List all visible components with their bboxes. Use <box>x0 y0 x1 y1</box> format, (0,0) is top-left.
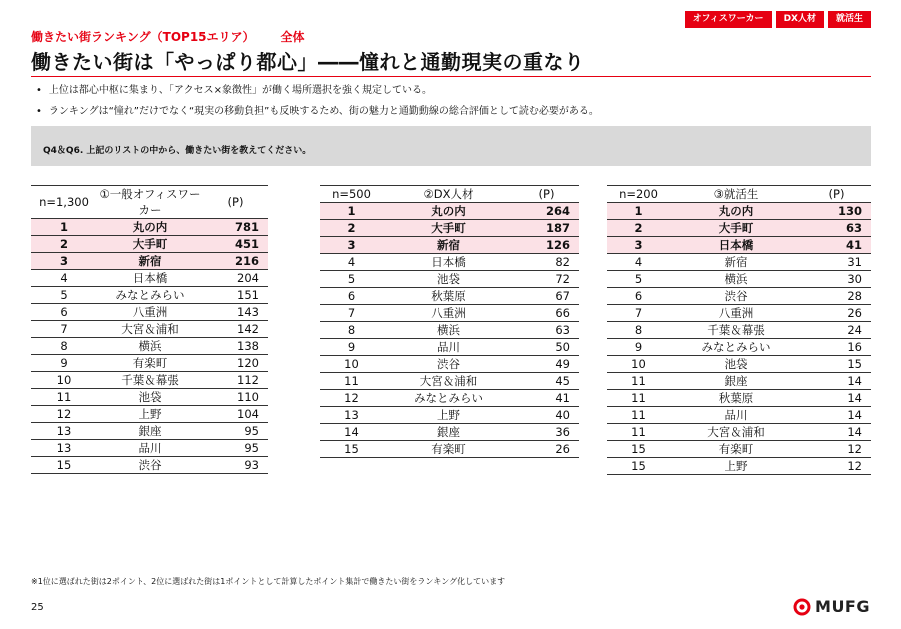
segment-header: ②DX人材 <box>383 186 514 203</box>
table-row <box>607 322 871 339</box>
town-cell: 大手町 <box>383 220 514 237</box>
table-row <box>31 338 268 355</box>
table-row <box>320 271 579 288</box>
rank-cell: 13 <box>31 440 97 457</box>
n-label: n=500 <box>320 186 383 203</box>
segment-header: ①一般オフィスワーカー <box>97 186 203 219</box>
points-cell: 41 <box>802 237 871 254</box>
table-row <box>31 389 268 406</box>
points-cell: 120 <box>203 355 268 372</box>
table-row <box>31 270 268 287</box>
town-cell: 八重洲 <box>97 304 203 321</box>
points-cell: 63 <box>802 220 871 237</box>
rank-cell: 1 <box>320 203 383 220</box>
town-cell: みなとみらい <box>97 287 203 304</box>
points-cell: 26 <box>802 305 871 322</box>
table-row <box>607 407 871 424</box>
rank-cell: 13 <box>320 407 383 424</box>
points-cell: 72 <box>514 271 579 288</box>
town-cell: 丸の内 <box>97 219 203 236</box>
table-row <box>320 339 579 356</box>
tag-office-worker: オフィスワーカー <box>685 11 772 28</box>
town-cell: 千葉＆幕張 <box>670 322 802 339</box>
rank-cell: 5 <box>31 287 97 304</box>
rank-cell: 10 <box>31 372 97 389</box>
tag-job-seeker: 就活生 <box>828 11 871 28</box>
table-row <box>320 203 579 220</box>
town-cell: 千葉＆幕張 <box>97 372 203 389</box>
segment-header: ③就活生 <box>670 186 802 203</box>
table-row <box>607 288 871 305</box>
mufg-logo-text: MUFG <box>815 597 870 616</box>
rank-cell: 2 <box>31 236 97 253</box>
table-row <box>607 237 871 254</box>
town-cell: 大手町 <box>670 220 802 237</box>
town-cell: 丸の内 <box>383 203 514 220</box>
unit-header: (P) <box>802 186 871 203</box>
table-row <box>320 424 579 441</box>
town-cell: 有楽町 <box>670 441 802 458</box>
table-row <box>31 253 268 270</box>
town-cell: 大宮＆浦和 <box>670 424 802 441</box>
points-cell: 187 <box>514 220 579 237</box>
town-cell: 新宿 <box>670 254 802 271</box>
town-cell: 品川 <box>383 339 514 356</box>
town-cell: 品川 <box>97 440 203 457</box>
points-cell: 264 <box>514 203 579 220</box>
town-cell: 有楽町 <box>383 441 514 458</box>
town-cell: みなとみらい <box>383 390 514 407</box>
rank-cell: 8 <box>320 322 383 339</box>
rank-cell: 9 <box>31 355 97 372</box>
rank-cell: 12 <box>320 390 383 407</box>
town-cell: 秋葉原 <box>670 390 802 407</box>
table-row <box>31 236 268 253</box>
points-cell: 110 <box>203 389 268 406</box>
rank-cell: 7 <box>320 305 383 322</box>
town-cell: 上野 <box>97 406 203 423</box>
question-box <box>31 126 871 166</box>
rank-cell: 15 <box>607 441 670 458</box>
table-row <box>607 339 871 356</box>
rank-cell: 6 <box>607 288 670 305</box>
ranking-table-job-seeker <box>607 185 871 475</box>
points-cell: 82 <box>514 254 579 271</box>
table-row <box>31 423 268 440</box>
page-title: 働きたい街は「やっぱり都心」――憧れと通勤現実の重なり <box>31 50 585 74</box>
segment-tags <box>685 11 871 28</box>
title-divider <box>31 76 871 77</box>
mufg-logo-icon <box>793 598 811 616</box>
rank-cell: 3 <box>31 253 97 270</box>
points-cell: 95 <box>203 440 268 457</box>
rank-cell: 10 <box>320 356 383 373</box>
summary-bullets <box>36 84 599 126</box>
rank-cell: 4 <box>31 270 97 287</box>
points-cell: 24 <box>802 322 871 339</box>
points-cell: 12 <box>802 458 871 475</box>
rank-cell: 4 <box>607 254 670 271</box>
mufg-logo <box>793 597 870 616</box>
town-cell: 大宮＆浦和 <box>97 321 203 338</box>
table-row <box>320 356 579 373</box>
town-cell: 八重洲 <box>383 305 514 322</box>
scope-label: 全体 <box>280 30 305 44</box>
town-cell: 大手町 <box>97 236 203 253</box>
table-row <box>320 441 579 458</box>
rank-cell: 11 <box>607 424 670 441</box>
points-cell: 40 <box>514 407 579 424</box>
town-cell: 池袋 <box>383 271 514 288</box>
points-cell: 63 <box>514 322 579 339</box>
rank-cell: 10 <box>607 356 670 373</box>
town-cell: 池袋 <box>670 356 802 373</box>
points-cell: 16 <box>802 339 871 356</box>
town-cell: 銀座 <box>383 424 514 441</box>
rank-cell: 11 <box>31 389 97 406</box>
points-cell: 30 <box>802 271 871 288</box>
table-row <box>31 457 268 474</box>
points-cell: 14 <box>802 407 871 424</box>
rank-cell: 7 <box>31 321 97 338</box>
points-cell: 50 <box>514 339 579 356</box>
rank-cell: 6 <box>31 304 97 321</box>
table-row <box>607 220 871 237</box>
points-cell: 31 <box>802 254 871 271</box>
points-cell: 66 <box>514 305 579 322</box>
rank-cell: 15 <box>607 458 670 475</box>
points-cell: 142 <box>203 321 268 338</box>
table-row <box>607 458 871 475</box>
points-cell: 93 <box>203 457 268 474</box>
town-cell: 横浜 <box>383 322 514 339</box>
town-cell: 上野 <box>670 458 802 475</box>
points-cell: 41 <box>514 390 579 407</box>
points-cell: 451 <box>203 236 268 253</box>
ranking-table-office-worker <box>31 185 268 474</box>
table-row <box>31 406 268 423</box>
rank-cell: 7 <box>607 305 670 322</box>
points-cell: 138 <box>203 338 268 355</box>
rank-cell: 11 <box>607 390 670 407</box>
table-row <box>607 254 871 271</box>
town-cell: 秋葉原 <box>383 288 514 305</box>
rank-cell: 5 <box>320 271 383 288</box>
points-cell: 151 <box>203 287 268 304</box>
n-label: n=200 <box>607 186 670 203</box>
table-row <box>607 373 871 390</box>
rank-cell: 15 <box>31 457 97 474</box>
rank-cell: 15 <box>320 441 383 458</box>
bullet-item: • ランキングは“憧れ”だけでなく“現実の移動負担”も反映するため、街の魅力と通勤動線の総合評価として読む必要がある。 <box>36 105 599 118</box>
table-row <box>31 287 268 304</box>
points-cell: 67 <box>514 288 579 305</box>
ranking-table-dx-talent <box>320 185 579 458</box>
table-row <box>320 288 579 305</box>
unit-header: (P) <box>514 186 579 203</box>
rank-cell: 3 <box>607 237 670 254</box>
rank-cell: 5 <box>607 271 670 288</box>
town-cell: 大宮＆浦和 <box>383 373 514 390</box>
table-row <box>607 203 871 220</box>
rank-cell: 6 <box>320 288 383 305</box>
points-cell: 112 <box>203 372 268 389</box>
points-cell: 26 <box>514 441 579 458</box>
town-cell: 横浜 <box>97 338 203 355</box>
points-cell: 104 <box>203 406 268 423</box>
rank-cell: 11 <box>607 373 670 390</box>
points-cell: 95 <box>203 423 268 440</box>
table-row <box>607 390 871 407</box>
points-cell: 14 <box>802 390 871 407</box>
table-row <box>320 220 579 237</box>
town-cell: 有楽町 <box>97 355 203 372</box>
table-row <box>31 304 268 321</box>
points-cell: 49 <box>514 356 579 373</box>
table-row <box>607 356 871 373</box>
points-cell: 45 <box>514 373 579 390</box>
table-row <box>607 441 871 458</box>
bullet-item: • 上位は都心中枢に集まり、「アクセス×象徴性」が働く場所選択を強く規定している。 <box>36 84 599 97</box>
table-row <box>320 407 579 424</box>
table-row <box>320 254 579 271</box>
points-cell: 15 <box>802 356 871 373</box>
town-cell: 日本橋 <box>383 254 514 271</box>
rank-cell: 8 <box>31 338 97 355</box>
town-cell: 上野 <box>383 407 514 424</box>
footnote: ※1位に選ばれた街は2ポイント、2位に選ばれた街は1ポイントとして計算したポイント集計で働きたい街をランキング化しています <box>31 577 506 586</box>
tag-dx-talent: DX人材 <box>776 11 824 28</box>
unit-header: (P) <box>203 186 268 219</box>
points-cell: 12 <box>802 441 871 458</box>
section-subtitle <box>31 28 305 45</box>
points-cell: 781 <box>203 219 268 236</box>
town-cell: 銀座 <box>670 373 802 390</box>
table-row <box>607 271 871 288</box>
rank-cell: 2 <box>607 220 670 237</box>
table-row <box>31 321 268 338</box>
rank-cell: 1 <box>607 203 670 220</box>
town-cell: 新宿 <box>383 237 514 254</box>
table-row <box>320 373 579 390</box>
rank-cell: 14 <box>320 424 383 441</box>
table-row <box>31 372 268 389</box>
points-cell: 130 <box>802 203 871 220</box>
n-label: n=1,300 <box>31 186 97 219</box>
town-cell: 渋谷 <box>97 457 203 474</box>
table-row <box>31 219 268 236</box>
rank-cell: 11 <box>320 373 383 390</box>
town-cell: 渋谷 <box>383 356 514 373</box>
town-cell: 日本橋 <box>97 270 203 287</box>
town-cell: 銀座 <box>97 423 203 440</box>
page-number: 25 <box>31 602 44 613</box>
rank-cell: 8 <box>607 322 670 339</box>
table-row <box>31 440 268 457</box>
town-cell: みなとみらい <box>670 339 802 356</box>
town-cell: 日本橋 <box>670 237 802 254</box>
rank-cell: 9 <box>607 339 670 356</box>
table-row <box>320 390 579 407</box>
table-row <box>31 355 268 372</box>
town-cell: 八重洲 <box>670 305 802 322</box>
subtitle-text: 働きたい街ランキング（TOP15エリア） <box>31 30 255 44</box>
rank-cell: 13 <box>31 423 97 440</box>
points-cell: 204 <box>203 270 268 287</box>
town-cell: 池袋 <box>97 389 203 406</box>
question-text: Q4＆Q6. 上記のリストの中から、働きたい街を教えてください。 <box>43 146 312 156</box>
rank-cell: 1 <box>31 219 97 236</box>
table-row <box>320 237 579 254</box>
points-cell: 28 <box>802 288 871 305</box>
table-row <box>607 424 871 441</box>
rank-cell: 12 <box>31 406 97 423</box>
town-cell: 新宿 <box>97 253 203 270</box>
rank-cell: 9 <box>320 339 383 356</box>
points-cell: 36 <box>514 424 579 441</box>
rank-cell: 2 <box>320 220 383 237</box>
rank-cell: 3 <box>320 237 383 254</box>
points-cell: 14 <box>802 424 871 441</box>
table-row <box>320 305 579 322</box>
points-cell: 216 <box>203 253 268 270</box>
table-row <box>320 322 579 339</box>
rank-cell: 4 <box>320 254 383 271</box>
rank-cell: 11 <box>607 407 670 424</box>
town-cell: 丸の内 <box>670 203 802 220</box>
table-row <box>607 305 871 322</box>
points-cell: 126 <box>514 237 579 254</box>
town-cell: 渋谷 <box>670 288 802 305</box>
points-cell: 143 <box>203 304 268 321</box>
town-cell: 品川 <box>670 407 802 424</box>
town-cell: 横浜 <box>670 271 802 288</box>
points-cell: 14 <box>802 373 871 390</box>
